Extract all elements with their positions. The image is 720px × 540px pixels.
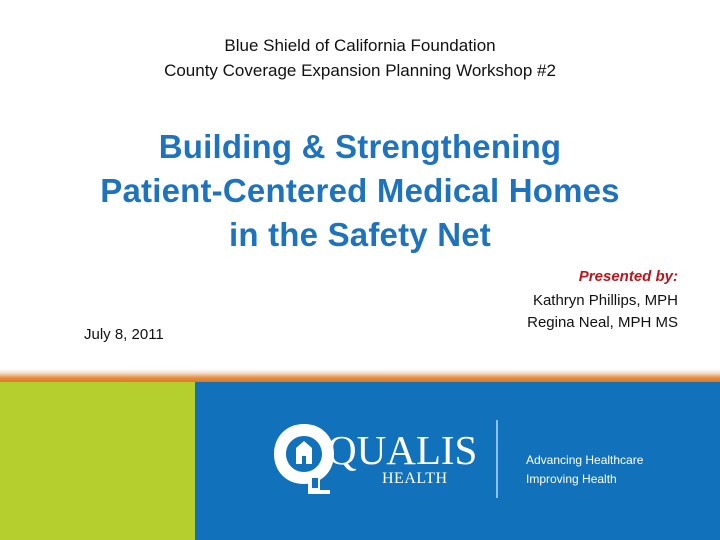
slide-title-line-2: Patient-Centered Medical Homes [100, 172, 620, 209]
logo-wordmark: QUALIS [327, 427, 478, 473]
workshop-name: County Coverage Expansion Planning Workshop #2 [164, 61, 556, 80]
presented-by-label: Presented by: [578, 268, 678, 285]
logo-subtitle: HEALTH [382, 470, 448, 487]
presenter-name: Kathryn Phillips, MPH [532, 292, 678, 309]
green-footer-panel [0, 382, 195, 540]
organization-name: Blue Shield of California Foundation [224, 36, 496, 55]
presenter-name: Regina Neal, MPH MS [527, 314, 678, 331]
slide-title-line-3: in the Safety Net [229, 216, 491, 253]
logo-tagline: Improving Health [526, 472, 617, 486]
slide-title-line-1: Building & Strengthening [158, 128, 562, 165]
logo-tagline: Advancing Healthcare [526, 453, 644, 467]
orange-divider-band [0, 369, 720, 382]
logo-divider [496, 420, 498, 498]
presentation-date: July 8, 2011 [84, 326, 164, 343]
